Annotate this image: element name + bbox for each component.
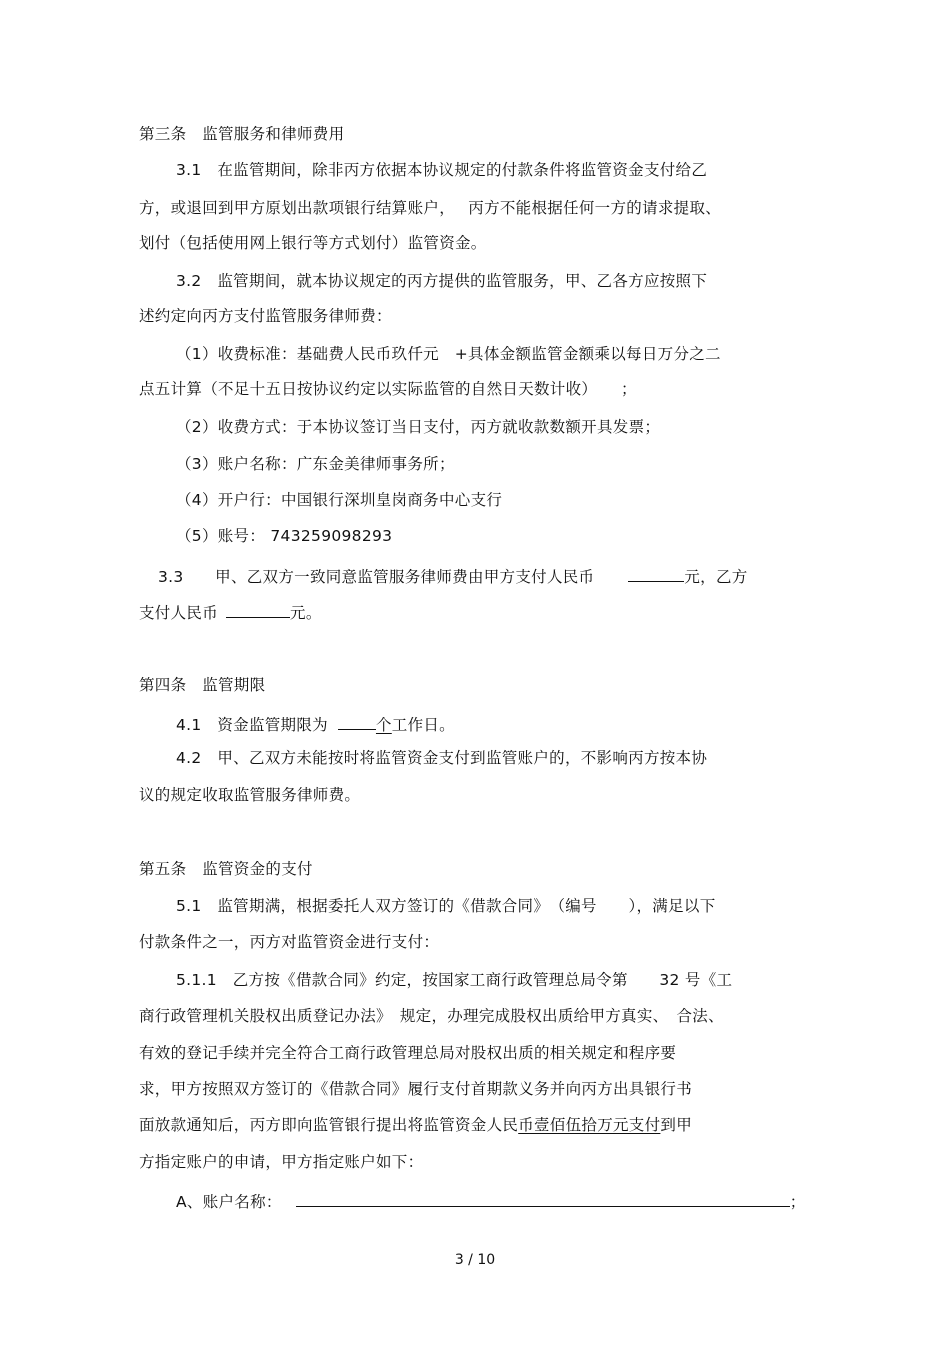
clause-3-1-line2: 方，或退回到甲方原划出款项银行结算账户， 丙方不能根据任何一方的请求提取、 xyxy=(139,199,722,217)
clause-3-1-line3: 划付（包括使用网上银行等方式划付）监管资金。 xyxy=(139,234,487,252)
clause-4-1-text-c: 工作日。 xyxy=(391,716,455,734)
clause-3-3-line1 xyxy=(158,564,748,587)
fee-item-1-line1: （1）收费标准：基础费人民币玖仟元 +具体金额监管金额乘以每日万分之二 xyxy=(176,345,721,363)
item-a-label: A、账户名称： xyxy=(176,1193,282,1211)
article4-heading: 第四条 监管期限 xyxy=(139,676,266,694)
clause-5-1-1-line5-a: 面放款通知后，丙方即向监管银行提出将监管资金人民 xyxy=(139,1116,519,1134)
fee-item-1-line2: 点五计算（不足十五日按协议约定以实际监管的自然日天数计收） ； xyxy=(139,380,637,398)
clause-5-1-1-line3: 有效的登记手续并完全符合工商行政管理总局对股权出质的相关规定和程序要 xyxy=(139,1044,677,1062)
clause-3-1-line1: 3.1 在监管期间，除非丙方依据本协议规定的付款条件将监管资金支付给乙 xyxy=(176,161,708,179)
clause-5-1-1-line5-c: 到甲 xyxy=(660,1116,693,1134)
fee-amount-blank-party-a xyxy=(628,564,684,582)
fee-item-2: （2）收费方式：于本协议签订当日支付，丙方就收款数额开具发票； xyxy=(176,418,661,436)
clause-4-2-line1: 4.2 甲、乙双方未能按时将监管资金支付到监管账户的，不影响丙方按本协 xyxy=(176,749,708,767)
clause-4-1 xyxy=(176,712,455,735)
clause-3-2-line1: 3.2 监管期间，就本协议规定的丙方提供的监管服务，甲、乙各方应按照下 xyxy=(176,272,708,290)
clause-5-1-1-line2: 商行政管理机关股权出质登记办法》 规定，办理完成股权出质给甲方真实、 合法、 xyxy=(139,1007,724,1025)
period-days-blank xyxy=(338,712,376,730)
item-a-end: ； xyxy=(789,1193,806,1211)
clause-5-1-line1: 5.1 监管期满，根据委托人双方签订的《借款合同》 （编号 ），满足以下 xyxy=(176,897,716,915)
clause-3-3-text-a: 3.3 甲、乙双方一致同意监管服务律师费由甲方支付人民币 xyxy=(158,568,595,586)
clause-3-3-text-c: 支付人民币 xyxy=(139,604,219,622)
amount-underlined: 币壹佰伍拾万元支付 xyxy=(518,1116,661,1134)
fee-amount-blank-party-b xyxy=(226,600,290,618)
article5-heading: 第五条 监管资金的支付 xyxy=(139,860,313,878)
clause-3-2-line2: 述约定向丙方支付监管服务律师费： xyxy=(139,307,392,325)
clause-4-2-line2: 议的规定收取监管服务律师费。 xyxy=(139,786,361,804)
clause-3-3-text-d: 元。 xyxy=(290,604,322,622)
clause-4-1-text-a: 4.1 资金监管期限为 xyxy=(176,716,328,734)
clause-5-1-1-line4: 求，甲方按照双方签订的《借款合同》履行支付首期款义务并向丙方出具银行书 xyxy=(139,1080,693,1098)
clause-5-1-line2: 付款条件之一，丙方对监管资金进行支付： xyxy=(139,933,440,951)
clause-5-1-1-line5 xyxy=(139,1115,692,1135)
article3-heading: 第三条 监管服务和律师费用 xyxy=(139,125,345,143)
fee-item-4: （4）开户行：中国银行深圳皇岗商务中心支行 xyxy=(176,491,503,509)
clause-3-3-text-b: 元，乙方 xyxy=(684,568,748,586)
fee-item-3: （3）账户名称：广东金美律师事务所； xyxy=(176,455,455,473)
clause-3-3-line2 xyxy=(139,600,322,623)
account-name-blank xyxy=(296,1189,790,1207)
page-number: 3 / 10 xyxy=(454,1252,496,1268)
clause-4-1-text-b: 个 xyxy=(375,716,392,734)
fee-item-5: （5）账号： 743259098293 xyxy=(176,527,393,545)
clause-5-1-1-line6: 方指定账户的申请，甲方指定账户如下： xyxy=(139,1153,424,1171)
item-a-account-name xyxy=(176,1189,806,1212)
clause-5-1-1-line1: 5.1.1 乙方按《借款合同》约定，按国家工商行政管理总局令第 32 号《工 xyxy=(176,971,733,989)
